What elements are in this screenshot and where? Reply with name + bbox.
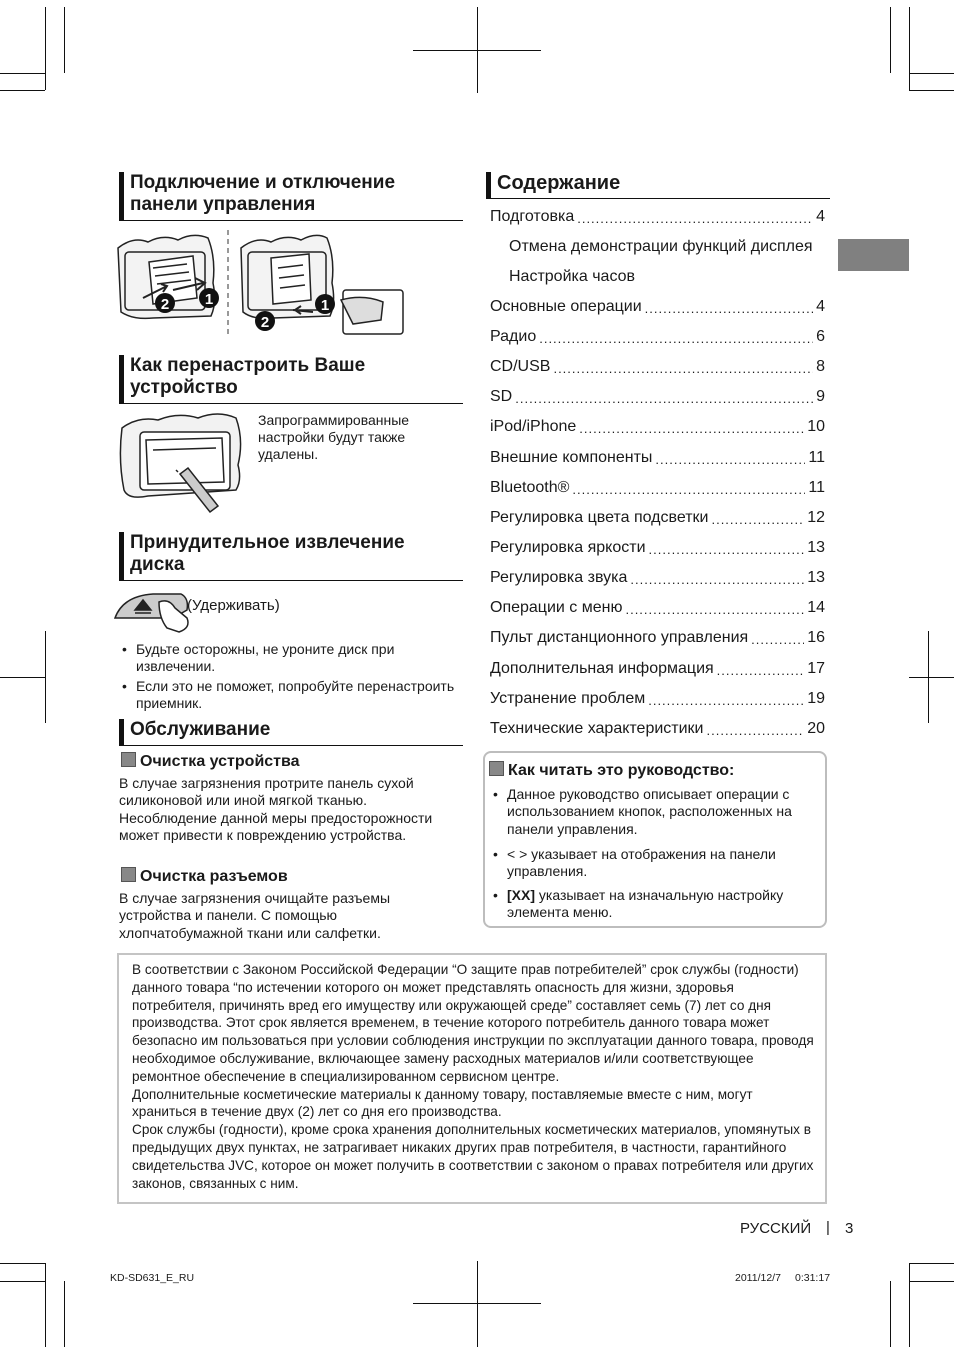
step-2-label: 2 — [160, 296, 170, 313]
how-to-read-bullet: • [XX] указывает на изначальную настройку элемента меню. — [491, 887, 829, 922]
cleaning-unit-text: В случае загрязнения протрите панель сухой силиконовой или иной мягкой тканью. Несоблюдение данной меры предосторожности может привести к повреждению устройства. — [119, 775, 433, 844]
reset-figure — [118, 410, 246, 520]
crop-mark — [909, 90, 954, 91]
cleaning-connectors-text: В случае загрязнения очищайте разъемы устройства и панели. С помощью хлопчатобумажной ткани или салфетки. — [119, 890, 391, 941]
square-bullet-icon — [121, 752, 136, 767]
how-to-read-bullet: • < > указывает на отображения на панели управления. — [491, 846, 829, 881]
print-date: 2011/12/7 — [735, 1272, 781, 1284]
default-setting-marker: [XX] — [507, 887, 535, 903]
toc-item-troubleshooting[interactable]: Устранение проблем ..... 19 — [490, 689, 825, 709]
language-tab-marker — [838, 239, 909, 271]
legal-notice-box — [117, 953, 827, 1204]
toc-item-bluetooth[interactable]: Bluetooth® ..... 11 — [490, 478, 825, 498]
crop-mark — [0, 677, 45, 678]
section-title-reset: Как перенастроить Ваше устройство — [119, 355, 463, 404]
toc-item-cd-usb[interactable]: CD/USB ..... 8 — [490, 357, 825, 377]
toc-item-external[interactable]: Внешние компоненты ..... 11 — [490, 448, 825, 468]
toc-item-ipod[interactable]: iPod/iPhone ..... 10 — [490, 417, 825, 437]
crop-mark — [909, 677, 954, 678]
toc-item-illumination[interactable]: Регулировка цвета подсветки ..... 12 — [490, 508, 825, 528]
section-title-maintenance: Обслуживание — [119, 719, 463, 746]
crop-mark — [45, 631, 46, 723]
toc-subitem-demo[interactable]: Отмена демонстрации функций дисплея — [509, 238, 813, 255]
legal-paragraph: Дополнительные косметические материалы к данному товару, поставляемые вместе с ним, могут храниться в течение двух (2) лет со дня его производства. — [132, 1086, 753, 1120]
crop-mark — [928, 631, 929, 723]
toc-subitem-clock[interactable]: Настройка часов — [509, 268, 636, 285]
section-title-eject: Принудительное извлечение диска — [119, 532, 463, 581]
toc-item-remote[interactable]: Пульт дистанционного управления ..... 16 — [490, 628, 825, 648]
eject-bullet: • Будьте осторожны, не уроните диск при извлечении. — [120, 641, 456, 676]
legal-paragraph: Срок службы (годности), кроме срока хранения дополнительных косметических материалов, упомянутых в предыдущих двух пунктах, не затрагивает никаких других прав потребителя, в частности, гарантийного свидетельства JVC, которое он может получить в соответствии с законом о правах потребителя или других законов, связанных с ним. — [132, 1122, 814, 1191]
page-number: 3 — [845, 1220, 854, 1237]
square-bullet-icon — [489, 761, 504, 776]
footer-language: РУССКИЙ — [740, 1220, 812, 1237]
crop-mark — [64, 7, 65, 73]
crop-mark — [909, 7, 910, 90]
footer-separator: | — [826, 1219, 830, 1236]
crop-mark — [0, 1263, 45, 1264]
toc-item-menu[interactable]: Операции с меню ..... 14 — [490, 598, 825, 618]
hold-label: (Удерживать) — [187, 597, 280, 614]
crop-mark — [45, 7, 46, 90]
panel-attach-figure — [113, 228, 408, 336]
toc-title: Содержание — [486, 172, 830, 199]
document-id: KD-SD631_E_RU — [110, 1272, 195, 1284]
step-2-label: 2 — [260, 314, 270, 331]
subsection-title-cleaning-connectors: Очистка разъемов — [121, 867, 288, 887]
toc-item-brightness[interactable]: Регулировка яркости ..... 13 — [490, 538, 825, 558]
crop-mark — [909, 73, 954, 74]
crop-mark — [477, 7, 478, 93]
how-to-read-box — [483, 751, 827, 928]
crop-mark — [45, 1263, 46, 1347]
legal-paragraph: В соответствии с Законом Российской Федерации “О защите прав потребителей” срок службы (годности) данного товара “по истечении которого он может представлять опасность для жизни, здоровья потребителя, причинять вред его имуществу или окружающей среде” составляет семь (7) лет со дня производства. Этот срок является временем, в течение которого потребитель данного товара может безопасно им пользоваться при условии соблюдения инструкции по эксплуатации данного товара, проводя необходимое обслуживание, включающее замену расходных материалов и/или соответствующее ремонтное обеспечение в специализированном сервисном центре. — [132, 962, 814, 1084]
crop-mark — [909, 1263, 954, 1264]
toc-item-basic-operations[interactable]: Основные операции ..... 4 — [490, 297, 825, 317]
how-to-read-bullet: • Данное руководство описывает операции с использованием кнопок, расположенных на панели управления. — [491, 786, 829, 838]
crop-mark — [0, 90, 45, 91]
crop-mark — [0, 1281, 45, 1282]
eject-bullet: • Если это не поможет, попробуйте перенастроить приемник. — [120, 678, 456, 713]
crop-mark — [909, 1263, 910, 1347]
crop-mark — [477, 1261, 478, 1347]
toc-item-preparation[interactable]: Подготовка ..... 4 — [490, 207, 825, 227]
toc-item-radio[interactable]: Радио ..... 6 — [490, 327, 825, 347]
toc-item-additional-info[interactable]: Дополнительная информация ..... 17 — [490, 659, 825, 679]
how-to-read-title: Как читать это руководство: — [489, 761, 734, 781]
crop-mark — [0, 73, 45, 74]
crop-mark — [64, 1281, 65, 1347]
toc-item-sound[interactable]: Регулировка звука ..... 13 — [490, 568, 825, 588]
reset-note: Запрограммированные настройки будут также удалены. — [258, 412, 410, 462]
section-title-panel: Подключение и отключение панели управления — [119, 172, 463, 221]
step-1-label: 1 — [204, 291, 214, 308]
crop-mark — [890, 7, 891, 73]
square-bullet-icon — [121, 867, 136, 882]
toc-item-sd[interactable]: SD ..... 9 — [490, 387, 825, 407]
step-1-label: 1 — [320, 297, 330, 314]
eject-button-figure — [113, 588, 193, 634]
print-time: 0:31:17 — [795, 1272, 831, 1284]
crop-mark — [890, 1281, 891, 1347]
subsection-title-cleaning-unit: Очистка устройства — [121, 752, 300, 772]
toc-item-specifications[interactable]: Технические характеристики ..... 20 — [490, 719, 825, 739]
crop-mark — [909, 1281, 954, 1282]
